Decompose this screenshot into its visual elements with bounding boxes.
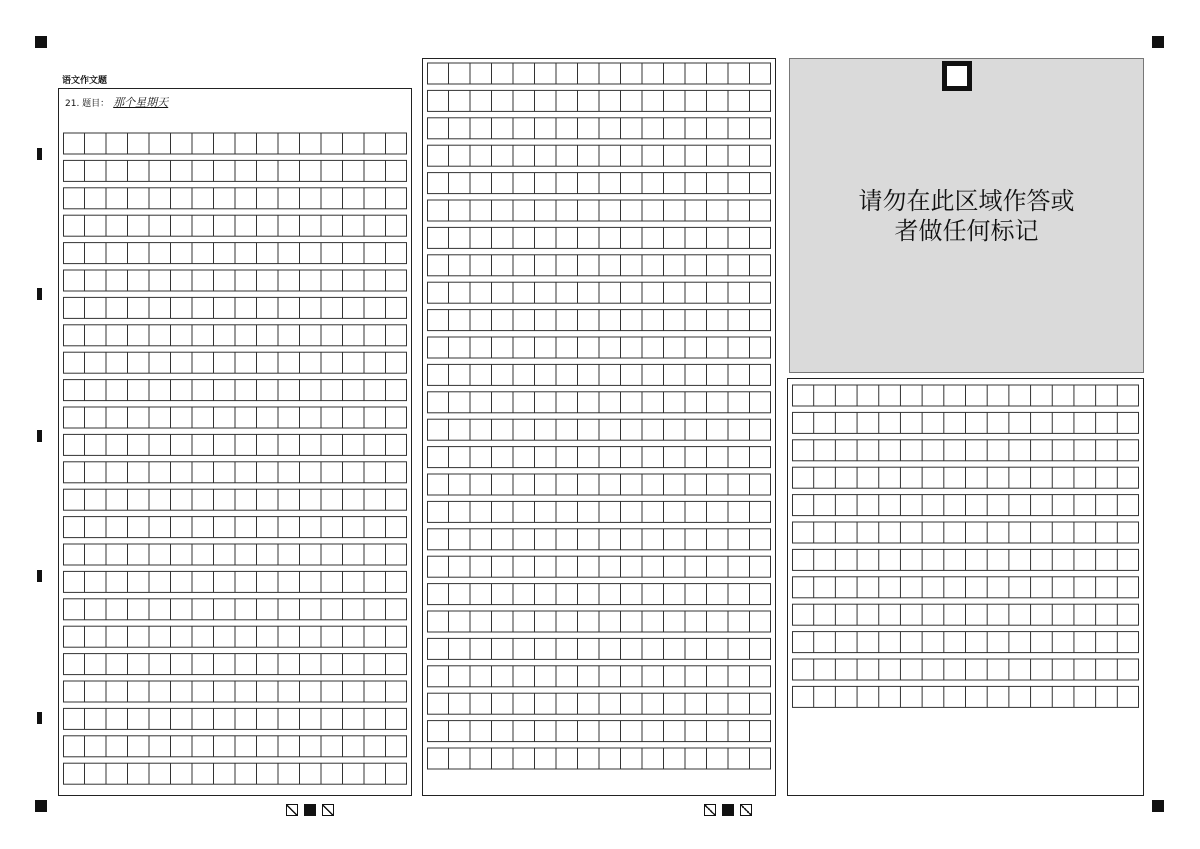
footer-symbols-left bbox=[286, 804, 334, 816]
topic-prefix: 21. 题目： bbox=[65, 99, 110, 109]
registration-mark-icon bbox=[35, 800, 47, 812]
scanner-square-icon bbox=[942, 61, 972, 91]
topic-line bbox=[65, 94, 228, 110]
timing-mark-icon bbox=[37, 430, 42, 442]
writing-grid-2 bbox=[427, 62, 771, 778]
exam-section-title: 语文作文题 bbox=[62, 76, 108, 86]
no-answer-zone bbox=[789, 58, 1144, 373]
crossed-box-icon bbox=[704, 804, 716, 816]
no-answer-line-1: 请勿在此区域作答或 bbox=[858, 187, 1075, 215]
filled-box-icon bbox=[304, 804, 316, 816]
no-answer-line-2: 者做任何标记 bbox=[894, 217, 1039, 245]
registration-mark-icon bbox=[1152, 36, 1164, 48]
registration-mark-icon bbox=[35, 36, 47, 48]
filled-box-icon bbox=[722, 804, 734, 816]
writing-grid-1 bbox=[63, 132, 407, 790]
registration-mark-icon bbox=[1152, 800, 1164, 812]
writing-grid-3 bbox=[792, 384, 1139, 724]
crossed-box-icon bbox=[322, 804, 334, 816]
crossed-box-icon bbox=[740, 804, 752, 816]
footer-symbols-right bbox=[704, 804, 752, 816]
timing-mark-icon bbox=[37, 570, 42, 582]
timing-mark-icon bbox=[37, 288, 42, 300]
timing-mark-icon bbox=[37, 712, 42, 724]
timing-mark-icon bbox=[37, 148, 42, 160]
crossed-box-icon bbox=[286, 804, 298, 816]
topic-answer: 那个星期天 bbox=[113, 96, 169, 109]
